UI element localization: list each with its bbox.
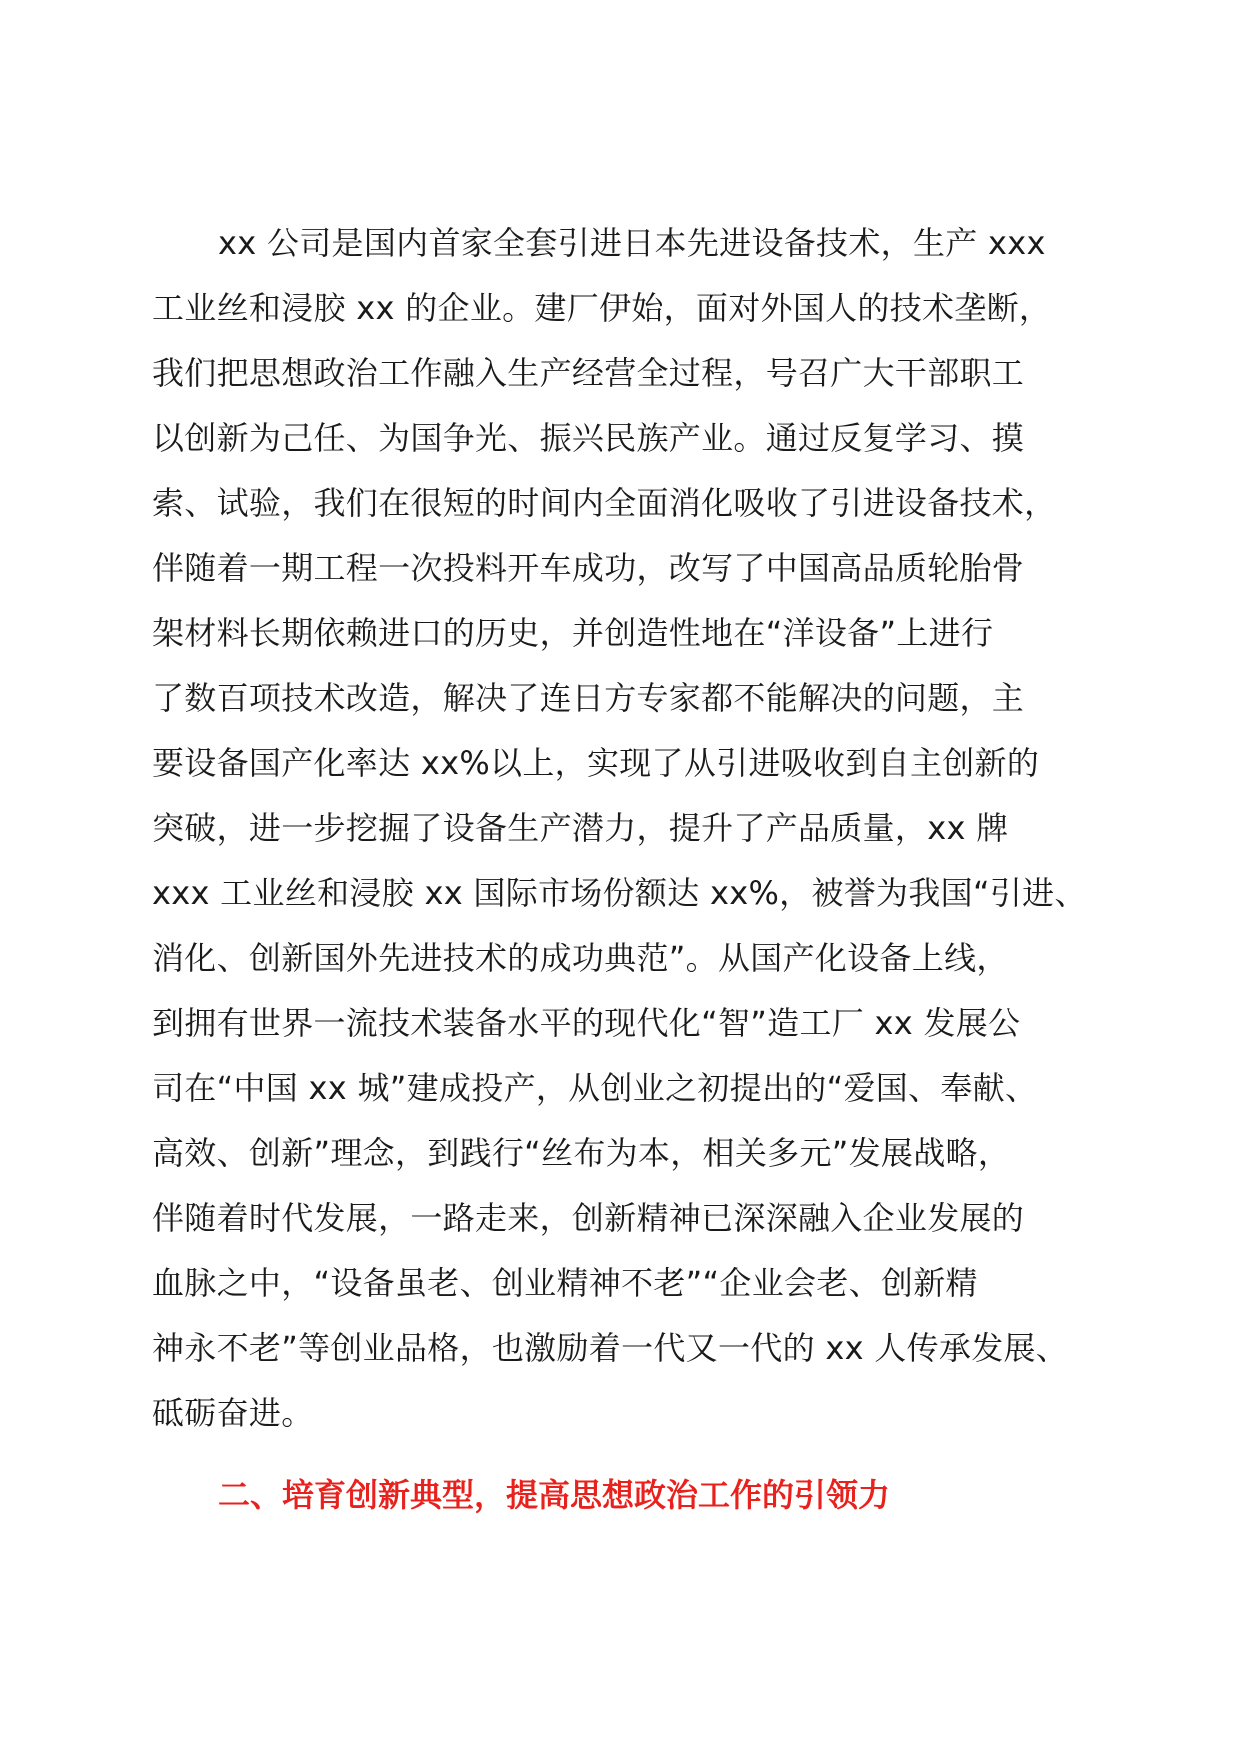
paragraph-line: 突破，进一步挖掘了设备生产潜力，提升了产品质量，xx 牌 [152, 809, 1009, 847]
paragraph-line: 到拥有世界一流技术装备水平的现代化“智”造工厂 xx 发展公 [152, 1004, 1021, 1042]
paragraph-line: 司在“中国 xx 城”建成投产，从创业之初提出的“爱国、奉献、 [152, 1069, 1038, 1107]
body-paragraph [152, 211, 1102, 1446]
paragraph-line: xxx 工业丝和浸胶 xx 国际市场份额达 xx%，被誉为我国“引进、 [152, 874, 1087, 912]
paragraph-line: 消化、创新国外先进技术的成功典范”。从国产化设备上线， [152, 939, 1009, 977]
paragraph-line: 工业丝和浸胶 xx 的企业。建厂伊始，面对外国人的技术垄断， [152, 289, 1052, 327]
paragraph-line: 伴随着一期工程一次投料开车成功，改写了中国高品质轮胎骨 [152, 549, 1025, 587]
paragraph-line: 神永不老”等创业品格，也激励着一代又一代的 xx 人传承发展、 [152, 1329, 1069, 1367]
paragraph-line: 索、试验，我们在很短的时间内全面消化吸收了引进设备技术， [152, 484, 1057, 522]
paragraph-line: 我们把思想政治工作融入生产经营全过程，号召广大干部职工 [152, 354, 1025, 392]
section-heading: 二、培育创新典型，提高思想政治工作的引领力 [218, 1476, 891, 1514]
paragraph-line: 了数百项技术改造，解决了连日方专家都不能解决的问题，主 [152, 679, 1025, 717]
paragraph-line: 架材料长期依赖进口的历史，并创造性地在“洋设备”上进行 [152, 614, 994, 652]
paragraph-line: 高效、创新”理念，到践行“丝布为本，相关多元”发展战略， [152, 1134, 1011, 1172]
paragraph-line: xx 公司是国内首家全套引进日本先进设备技术，生产 xxx [218, 224, 1046, 262]
paragraph-line: 要设备国产化率达 xx%以上，实现了从引进吸收到自主创新的 [152, 744, 1040, 782]
paragraph-line: 血脉之中，“设备虽老、创业精神不老”“企业会老、创新精 [152, 1264, 978, 1302]
paragraph-line: 伴随着时代发展，一路走来，创新精神已深深融入企业发展的 [152, 1199, 1025, 1237]
paragraph-line: 砥砺奋进。 [152, 1394, 314, 1432]
paragraph-line: 以创新为己任、为国争光、振兴民族产业。通过反复学习、摸 [152, 419, 1025, 457]
